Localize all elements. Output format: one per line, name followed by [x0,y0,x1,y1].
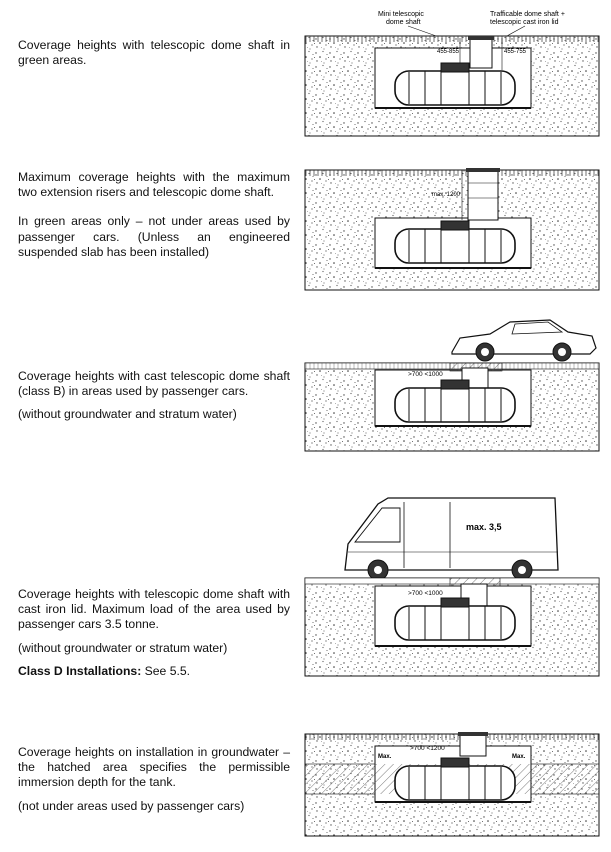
section-3-text [18,369,290,431]
class-d-note [18,664,290,679]
class-d-reference: See 5.5. [141,663,191,678]
section-5-text [18,745,290,822]
paragraph: (without groundwater or stratum water) [18,640,228,655]
label-mini-shaft-2: dome shaft [386,19,421,26]
van-load-label: max. 3,5 [466,522,502,532]
section-2-text [18,170,290,268]
paragraph: (not under areas used by passenger cars) [18,798,245,813]
dim-left: 455-855 [437,49,460,55]
dim-label: >700 <1200 [410,745,445,752]
paragraph: Coverage heights with telescopic dome shaft in green areas. [18,38,290,68]
dim-right: 455-755 [504,49,527,55]
paragraph: (without groundwater and stratum water) [18,407,237,422]
dim-max: max. 1200 [432,192,461,198]
van-icon [345,498,558,580]
paragraph: In green areas only – not under areas used by passenger cars. (Unless an engineered suspended slab has been installed) [18,214,290,259]
diagram-groundwater [300,730,605,840]
label-trafficable-shaft-2: telescopic cast iron lid [490,19,559,26]
diagram-passenger-cars [300,308,605,453]
section-4-text [18,587,290,687]
paragraph: Maximum coverage heights with the maximum two extension risers and telescopic dome shaft. [18,170,290,200]
max-right-label: Max. [512,754,526,760]
dim-label: >700 <1000 [408,371,443,378]
diagram-van-load [300,492,605,678]
dim-label: >700 <1000 [408,590,443,597]
max-left-label: Max. [378,754,392,760]
class-d-label: Class D Installations: [18,663,142,678]
label-mini-shaft: Mini telescopic [378,11,424,18]
diagram-green-area [300,8,605,138]
diagram-extension-risers [300,158,605,298]
label-trafficable-shaft: Trafficable dome shaft + [490,11,565,18]
section-1-text [18,38,290,76]
paragraph: Coverage heights on installation in groundwater – the hatched area specifies the permissible immersion depth for the tank. [18,745,290,790]
paragraph: Coverage heights with telescopic dome shaft with cast iron lid. Maximum load of the area used by passenger cars 3.5 tonne. [18,587,290,632]
paragraph: Coverage heights with cast telescopic dome shaft (class B) in areas used by passenger cars. [18,369,290,399]
car-icon [452,320,596,361]
